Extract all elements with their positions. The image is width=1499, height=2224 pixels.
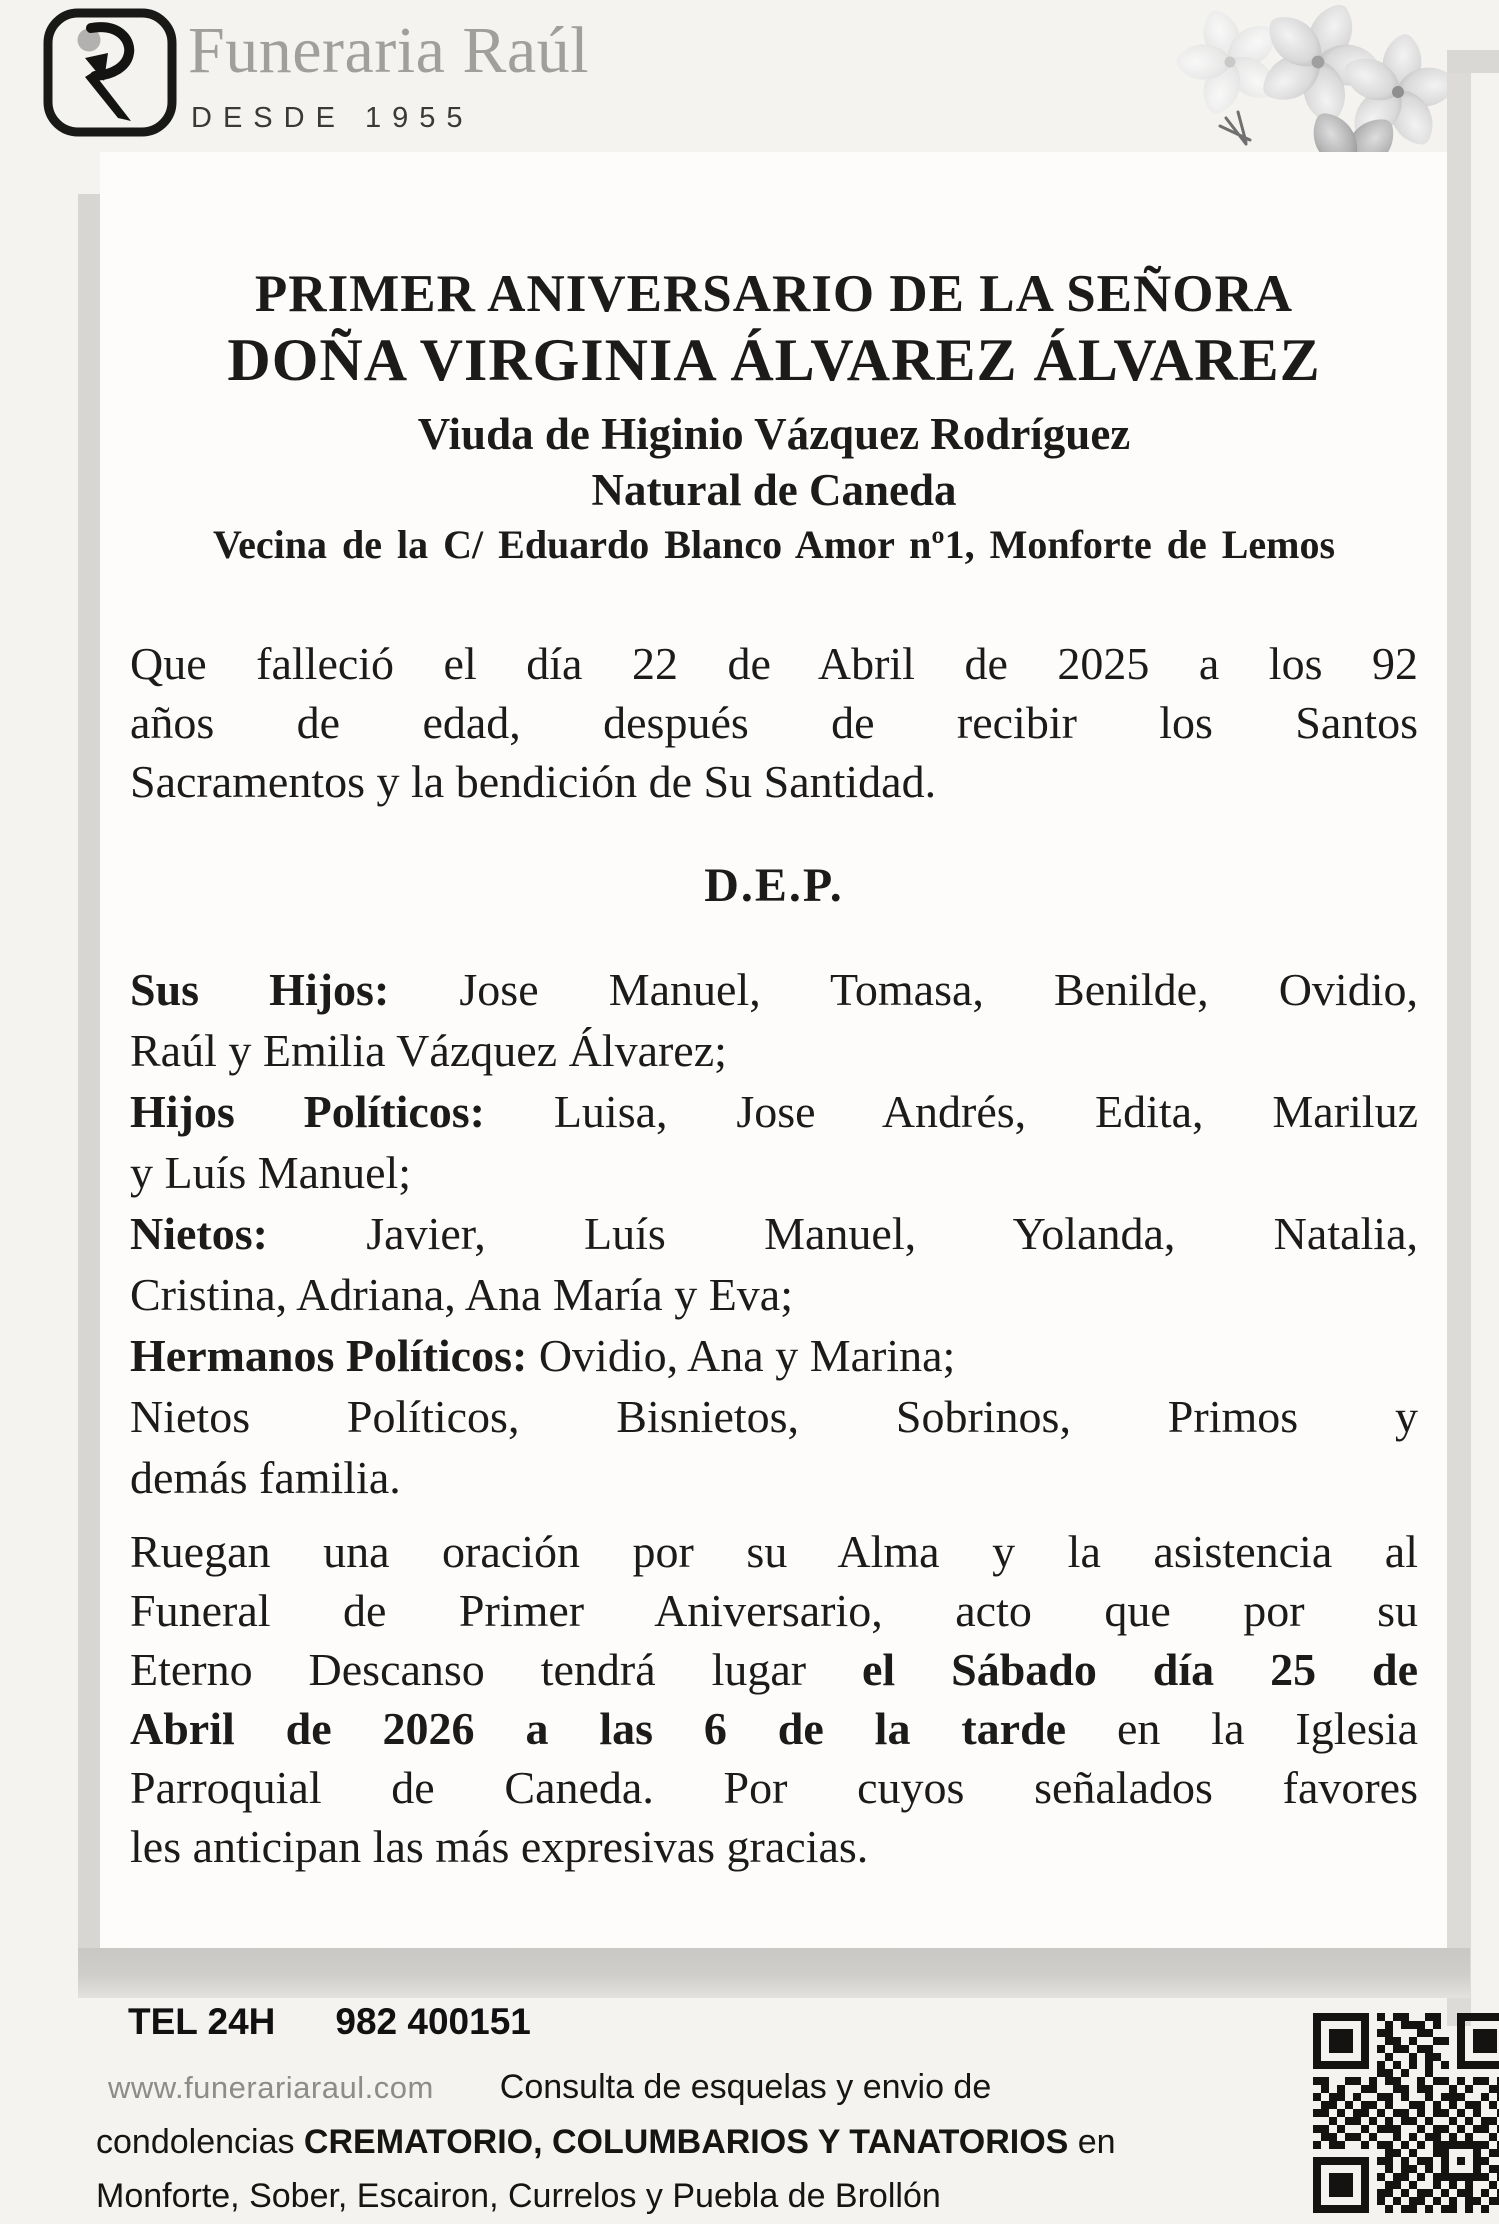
death-paragraph bbox=[130, 634, 1418, 811]
tel-number: 982 400151 bbox=[335, 2001, 531, 2042]
closing-line bbox=[130, 1699, 1418, 1758]
closing-text: Ruegan una oración por su Alma y la asistencia al bbox=[130, 1526, 1418, 1577]
funeral-date-highlight: Abril de 2026 a las 6 de la tarde bbox=[130, 1703, 1067, 1754]
family-names: demás familia. bbox=[130, 1452, 401, 1503]
esquela-card bbox=[100, 152, 1447, 1948]
services-text-line2 bbox=[96, 2122, 1116, 2163]
family-names: Nietos Políticos, Bisnietos, Sobrinos, Primos y bbox=[130, 1391, 1418, 1442]
footer-web-line bbox=[108, 2068, 991, 2107]
notice-subtitle-address: Vecina de la C/ Eduardo Blanco Amor nº1, Monforte de Lemos bbox=[212, 522, 1336, 567]
family-line bbox=[130, 1142, 1418, 1203]
death-paragraph-line: Sacramentos y la bendición de Su Santidad. bbox=[130, 756, 937, 807]
family-line bbox=[130, 1447, 1418, 1508]
brand-since: DESDE 1955 bbox=[191, 102, 474, 134]
services-text-line1: Consulta de esquelas y envio de bbox=[499, 2068, 992, 2106]
notice-subtitle-widow: Viuda de Higinio Vázquez Rodríguez bbox=[417, 409, 1131, 459]
family-line bbox=[130, 1081, 1418, 1142]
services-text: condolencias bbox=[96, 2123, 304, 2161]
closing-line bbox=[130, 1817, 1418, 1876]
family-names: Ovidio, Ana y Marina; bbox=[527, 1330, 956, 1381]
family-names: Javier, Luís Manuel, Yolanda, Natalia, bbox=[267, 1208, 1418, 1259]
family-role-label: Nietos: bbox=[130, 1208, 268, 1259]
services-text: en bbox=[1068, 2123, 1116, 2161]
family-names: Luisa, Jose Andrés, Edita, Mariluz bbox=[485, 1086, 1418, 1137]
funeraria-raul-logo-icon bbox=[43, 8, 177, 137]
death-paragraph-line: Que falleció el día 22 de Abril de 2025 a los 92 bbox=[130, 638, 1418, 689]
qr-code-icon bbox=[1313, 2013, 1499, 2213]
family-role-label: Hijos Políticos: bbox=[130, 1086, 485, 1137]
family-line bbox=[130, 1386, 1418, 1447]
death-paragraph-line: años de edad, después de recibir los Santos bbox=[130, 697, 1418, 748]
footer-telephone bbox=[128, 2000, 531, 2044]
services-text-line3: Monforte, Sober, Escairon, Currelos y Puebla de Brollón bbox=[96, 2177, 941, 2215]
closing-line bbox=[130, 1640, 1418, 1699]
brand-name: Funeraria Raúl bbox=[188, 14, 590, 87]
family-names: Jose Manuel, Tomasa, Benilde, Ovidio, bbox=[389, 964, 1418, 1015]
closing-line bbox=[130, 1581, 1418, 1640]
family-role-label: Hermanos Políticos: bbox=[130, 1330, 528, 1381]
notice-subtitle-origin: Natural de Caneda bbox=[591, 465, 957, 515]
family-list bbox=[130, 959, 1418, 1508]
family-line bbox=[130, 1020, 1418, 1081]
card-shadow-left bbox=[78, 194, 100, 1998]
closing-text: Funeral de Primer Aniversario, acto que por su bbox=[130, 1585, 1418, 1636]
funeral-date-highlight: el Sábado día 25 de bbox=[862, 1644, 1418, 1695]
family-role-label: Sus Hijos: bbox=[130, 964, 390, 1015]
closing-paragraph bbox=[130, 1522, 1418, 1876]
services-highlight: CREMATORIO, COLUMBARIOS Y TANATORIOS bbox=[303, 2123, 1069, 2161]
family-names: Cristina, Adriana, Ana María y Eva; bbox=[130, 1269, 794, 1320]
family-names: y Luís Manuel; bbox=[130, 1147, 412, 1198]
card-shadow-bottom bbox=[78, 1948, 1470, 1998]
closing-line bbox=[130, 1522, 1418, 1581]
dep-abbreviation: D.E.P. bbox=[704, 859, 844, 912]
family-line bbox=[130, 1264, 1418, 1325]
closing-text: les anticipan las más expresivas gracias. bbox=[130, 1821, 869, 1872]
website-url: www.funerariaraul.com bbox=[108, 2070, 434, 2105]
family-names: Raúl y Emilia Vázquez Álvarez; bbox=[130, 1025, 727, 1076]
closing-text: Parroquial de Caneda. Por cuyos señalados favores bbox=[130, 1762, 1418, 1813]
closing-line bbox=[130, 1758, 1418, 1817]
closing-text: en la Iglesia bbox=[1066, 1703, 1418, 1754]
notice-title-line1: PRIMER ANIVERSARIO DE LA SEÑORA bbox=[254, 265, 1294, 323]
family-line bbox=[130, 1203, 1418, 1264]
background-sheet-edge-top bbox=[1447, 50, 1499, 73]
family-line bbox=[130, 959, 1418, 1020]
closing-text: Eterno Descanso tendrá lugar bbox=[130, 1644, 863, 1695]
family-line bbox=[130, 1325, 1418, 1386]
tel-24h-label: TEL 24H bbox=[128, 2001, 276, 2042]
deceased-name: DOÑA VIRGINIA ÁLVAREZ ÁLVAREZ bbox=[227, 327, 1321, 393]
background-sheet-edge-right bbox=[1447, 52, 1471, 2026]
